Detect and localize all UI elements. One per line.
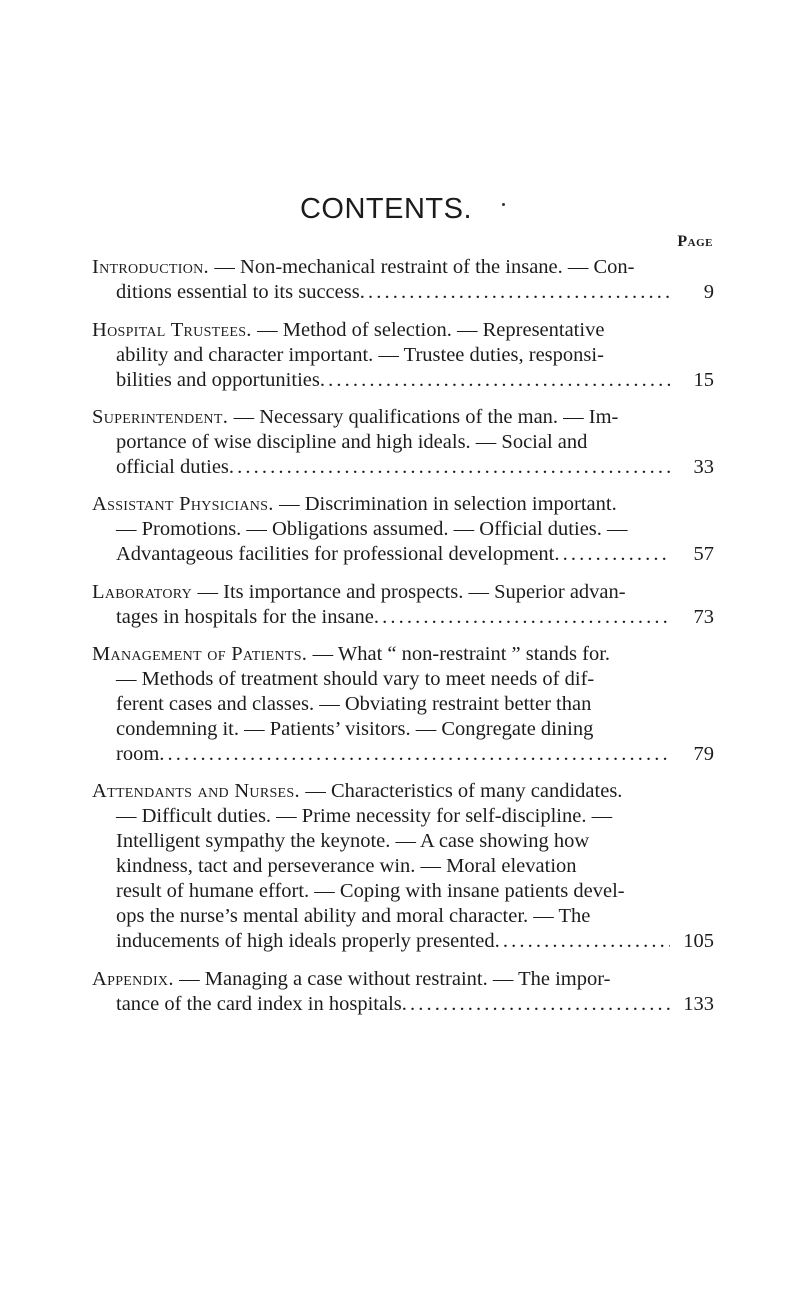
entry-continuation-line: result of humane effort. — Coping with insane patients devel-: [116, 880, 625, 902]
toc-entry-introduction[interactable]: [92, 255, 714, 305]
entry-page-number: 15: [693, 369, 714, 391]
page-title: CONTENTS.: [299, 193, 473, 225]
entry-last-text: ditions essential to its success: [116, 281, 360, 303]
entry-last-text: tages in hospitals for the insane: [116, 606, 374, 628]
entry-first-line: [92, 967, 714, 992]
entry-first-line: [92, 580, 714, 605]
entry-continuation-line: ops the nurse’s mental ability and moral character. — The: [116, 905, 591, 927]
entry-heading: Laboratory: [92, 581, 198, 603]
entry-heading: Introduction.: [92, 256, 215, 278]
entry-line-text: — Method of selection. — Representative: [257, 319, 605, 341]
entry-line-text: — Characteristics of many candidates.: [305, 780, 623, 802]
entry-last-line: [92, 280, 714, 305]
entry-page-number: 33: [693, 456, 714, 478]
entry-continuation-line: portance of wise discipline and high ideals. — Social and: [116, 431, 588, 453]
dot-leader: [554, 542, 670, 567]
entry-first-line: [92, 255, 714, 280]
ink-speck: [502, 203, 505, 206]
entry-page-number: 57: [693, 543, 714, 565]
entry-line-text: — Managing a case without restraint. — The impor-: [179, 968, 611, 990]
entry-heading: Management of Patients.: [92, 643, 313, 665]
entry-line-text: — Discrimination in selection important.: [279, 493, 617, 515]
entry-continuation-line: — Methods of treatment should vary to meet needs of dif-: [116, 668, 595, 690]
entry-first-line: [92, 405, 714, 430]
entry-first-line: [92, 492, 714, 517]
toc-entry-assistant-physicians[interactable]: [92, 492, 714, 567]
entry-last-line: [92, 605, 714, 630]
entry-last-text: inducements of high ideals properly presented: [116, 930, 495, 952]
entry-last-text: room: [116, 743, 160, 765]
entry-first-line: [92, 779, 714, 804]
entry-last-text: Advantageous facilities for professional development: [116, 543, 555, 565]
entry-heading: Appendix.: [92, 968, 180, 990]
toc-entry-appendix[interactable]: [92, 967, 714, 1017]
entry-heading: Assistant Physicians.: [92, 493, 280, 515]
dot-leader: [320, 368, 670, 393]
page-column-label: Page: [677, 233, 713, 250]
entry-line-text: — Its importance and prospects. — Superior advan-: [197, 581, 626, 603]
entry-continuation-line: ability and character important. — Trustee duties, responsi-: [116, 344, 604, 366]
entry-heading: Hospital Trustees.: [92, 319, 258, 341]
entry-last-text: tance of the card index in hospitals: [116, 993, 402, 1015]
entry-heading: Attendants and Nurses.: [92, 780, 306, 802]
entry-continuation-line: — Promotions. — Obligations assumed. — Official duties. —: [116, 518, 628, 540]
entry-continuation-line: ferent cases and classes. — Obviating restraint better than: [116, 693, 592, 715]
entry-continuation-line: — Difficult duties. — Prime necessity for self-discipline. —: [116, 805, 613, 827]
dot-leader: [360, 280, 670, 305]
entry-line-text: — What “ non-restraint ” stands for.: [312, 643, 611, 665]
entry-page-number: 73: [693, 606, 714, 628]
toc-entry-laboratory[interactable]: [92, 580, 714, 630]
entry-page-number: 105: [683, 930, 714, 952]
entry-last-line: [92, 455, 714, 480]
entry-page-number: 9: [703, 281, 714, 303]
toc-entry-hospital-trustees[interactable]: [92, 318, 714, 393]
toc-entry-management-of-patients[interactable]: [92, 642, 714, 767]
dot-leader: [402, 992, 670, 1017]
entry-page-number: 79: [693, 743, 714, 765]
entry-last-text: official duties: [116, 456, 229, 478]
entry-first-line: [92, 318, 714, 343]
dot-leader: [159, 742, 670, 767]
entry-line-text: — Necessary qualifications of the man. — Im-: [233, 406, 619, 428]
entry-line-text: — Non-mechanical restraint of the insane. — Con-: [214, 256, 635, 278]
entry-page-number: 133: [683, 993, 714, 1015]
entry-last-line: [92, 742, 714, 767]
toc-entry-superintendent[interactable]: [92, 405, 714, 480]
entry-first-line: [92, 642, 714, 667]
entry-last-text: bilities and opportunities: [116, 369, 320, 391]
entry-continuation-line: Intelligent sympathy the keynote. — A case showing how: [116, 830, 590, 852]
entry-last-line: [92, 929, 714, 954]
entry-last-line: [92, 992, 714, 1017]
entry-last-line: [92, 542, 714, 567]
entry-heading: Superintendent.: [92, 406, 234, 428]
toc-entry-attendants-and-nurses[interactable]: [92, 779, 714, 954]
entry-continuation-line: condemning it. — Patients’ visitors. — Congregate dining: [116, 718, 594, 740]
dot-leader: [229, 455, 670, 480]
entry-last-line: [92, 368, 714, 393]
dot-leader: [374, 605, 670, 630]
dot-leader: [495, 929, 670, 954]
entry-continuation-line: kindness, tact and perseverance win. — Moral elevation: [116, 855, 577, 877]
